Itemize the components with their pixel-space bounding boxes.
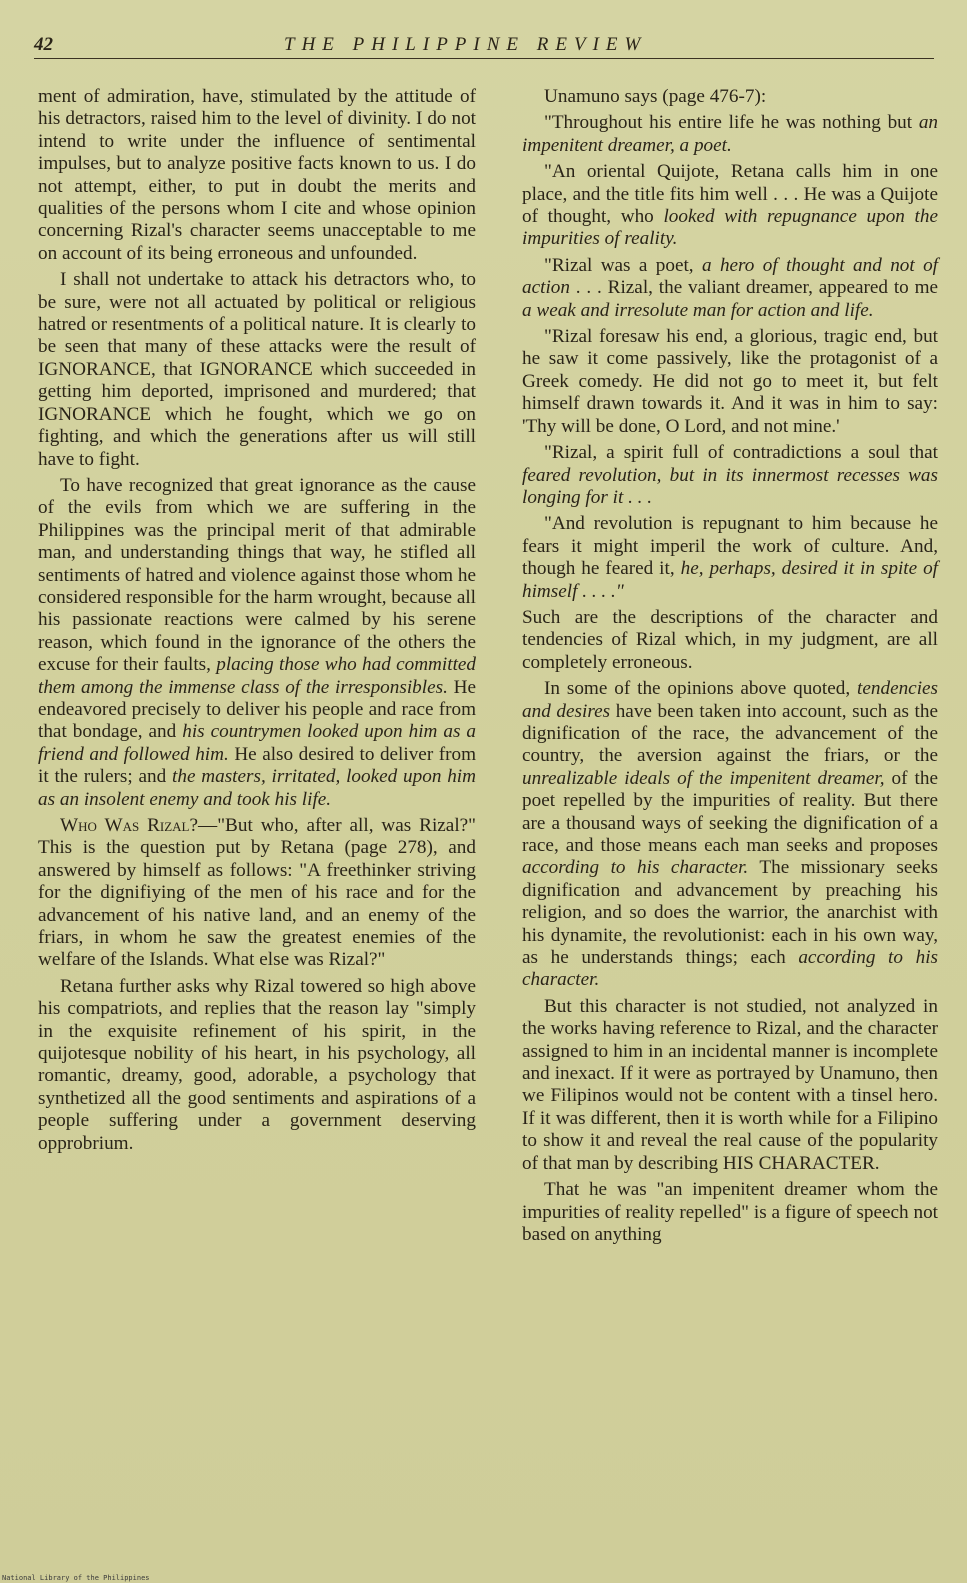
emphasis: an impenitent dreamer, a poet. [522, 112, 939, 156]
paragraph [522, 112, 938, 157]
paragraph [38, 475, 476, 811]
text-run: He endeavored precisely to deliver his people and race from that bondage, and [38, 676, 477, 743]
paragraph: ment of admiration, have, stimulated by the attitude of his detractors, raised him to the level of divinity. I do not intend to write under the influence of sentimental impulses, but to analyze positive facts known to us. I do not attempt, either, to put in doubt the merits and qualities of the persons whom I cite and whose opinion concerning Rizal's character seems unacceptable to me on account of its being erroneous and unfounded. [38, 86, 476, 264]
text-run: "An oriental Quijote, Retana calls him in one place, and the title fits him well . . . He was a Quijote of thought, who [522, 161, 938, 228]
paragraph [522, 678, 938, 992]
paragraph [522, 255, 938, 322]
text-run: The missionary seeks dignification and advancement by preaching his religion, and so does the warrior, the anarchist with his dynamite, the revolutionist: each in his own way, as he understands things; each [522, 857, 938, 969]
paragraph: "Rizal foresaw his end, a glorious, tragic end, but he saw it come passively, like the protagonist of a Greek comedy. He did not go to meet it, but felt himself drawn towards it. And it was in him to say: 'Thy will be done, O Lord, and not mine.' [522, 326, 938, 437]
paragraph: That he was "an impenitent dreamer whom the impurities of reality repelled" is a figure of speech not based on anything [522, 1179, 938, 1245]
paragraph: Unamuno says (page 476-7): [544, 86, 767, 107]
text-run: To have recognized that great ignorance as the cause of the evils from which we are suffering in the Philippines was the principal merit of that admirable man, and understanding things that way, he stifled all sentiments of hatred and violence against those whom he considered responsible for the harm wrought, because all his passionate reactions were calmed by his serene reason, which found in the ignorance of the others the excuse for their faults, [38, 474, 476, 676]
text-run: In some of the opinions above quoted, [544, 678, 851, 700]
paragraph [38, 815, 476, 972]
text-run: "Throughout his entire life he was nothing but [544, 112, 913, 134]
right-column [522, 86, 938, 1246]
page-number: 42 [34, 34, 53, 55]
emphasis: feared revolution, but in its innermost recesses was longing for it . . . [522, 464, 938, 508]
emphasis: looked with repugnance upon the impurities of reality. [522, 206, 938, 250]
text-run: have been taken into account, such as the dignification of the race, the advancement of the country, the aversion against the friars, or the [522, 700, 938, 767]
text-run: "Rizal was a poet, [544, 254, 694, 276]
footer-credit: National Library of the Philippines [2, 1574, 150, 1582]
emphasis: according to his character. [522, 857, 749, 879]
emphasis: unrealizable ideals of the impenitent dreamer, [522, 767, 885, 789]
running-title: THE PHILIPPINE REVIEW [284, 34, 648, 55]
page-header [34, 34, 934, 64]
emphasis: a hero of thought and not of action [522, 254, 939, 299]
emphasis: his countrymen looked upon him as a friend and followed him. [38, 721, 476, 765]
text-run: "Rizal, a spirit full of contradictions a soul that [544, 442, 938, 464]
header-rule [34, 58, 934, 59]
paragraph: Retana further asks why Rizal towered so high above his compatriots, and replies that the reason lay "simply in the exquisite refinement of his spirit, in the quijotesque nobility of his heart, in his psychology, all romantic, dreamy, good, adorable, a psychology that synthetized all the good sentiments and aspirations of a people suffering under a government deserving opprobrium. [38, 975, 476, 1154]
emphasis: according to his character. [522, 947, 939, 991]
text-run: He also desired to deliver from it the rulers; and [38, 743, 477, 788]
emphasis: a weak and irresolute man for action and life. [522, 299, 874, 321]
paragraph [522, 513, 938, 603]
text-run: "And revolution is repugnant to him because he fears it might imperil the work of culture. And, though he feared it, [522, 513, 938, 580]
emphasis: tendencies and desires [522, 678, 939, 722]
section-heading: Who Was Rizal? [60, 815, 199, 836]
left-column [38, 86, 476, 1155]
emphasis: placing those who had committed them among the immense class of the irresponsibles. [38, 654, 477, 698]
paragraph [522, 161, 938, 251]
text-run: —"But who, after all, was Rizal?" This is the question put by Retana (page 278), and answered by himself as follows: "A freethinker striving for the dignifiying of the men of his race and for the advancement of his native land, and an enemy of the friars, in whom he saw the greatest enemies of the welfare of the Islands. What else was Rizal?" [38, 815, 477, 971]
paragraph: But this character is not studied, not analyzed in the works having reference to Rizal, and the character assigned to him in an incidental manner is incomplete and inexact. If it were as portrayed by Unamuno, then we Filipinos would not be content with a tinsel hero. If it was different, then it is worth while for a Filipino to show it and reveal the real cause of the popularity of that man by describing HIS CHARACTER. [522, 995, 938, 1174]
paragraph [522, 442, 938, 509]
text-run: . . . Rizal, the valiant dreamer, appeared to me [575, 277, 939, 299]
text-run: of the poet repelled by the impurities of reality. But there are a thousand ways of seeking the dignification of a race, and those means each man seeks and proposes [522, 767, 938, 856]
paragraph: I shall not undertake to attack his detractors who, to be sure, were not all actuated by political or religious hatred or resentments of a political nature. It is clearly to be seen that many of these attacks were the result of IGNORANCE, that IGNORANCE which succeeded in getting him deported, imprisoned and murdered; that IGNORANCE which he fought, which we go on fighting, and which the generations after us will still have to fight. [38, 269, 476, 470]
paragraph: Such are the descriptions of the character and tendencies of Rizal which, in my judgment, are all completely erroneous. [522, 606, 938, 673]
emphasis: the masters, irritated, looked upon him as an insolent enemy and took his life. [38, 766, 476, 810]
emphasis: he, perhaps, desired it in spite of himself . . . ." [522, 558, 938, 602]
